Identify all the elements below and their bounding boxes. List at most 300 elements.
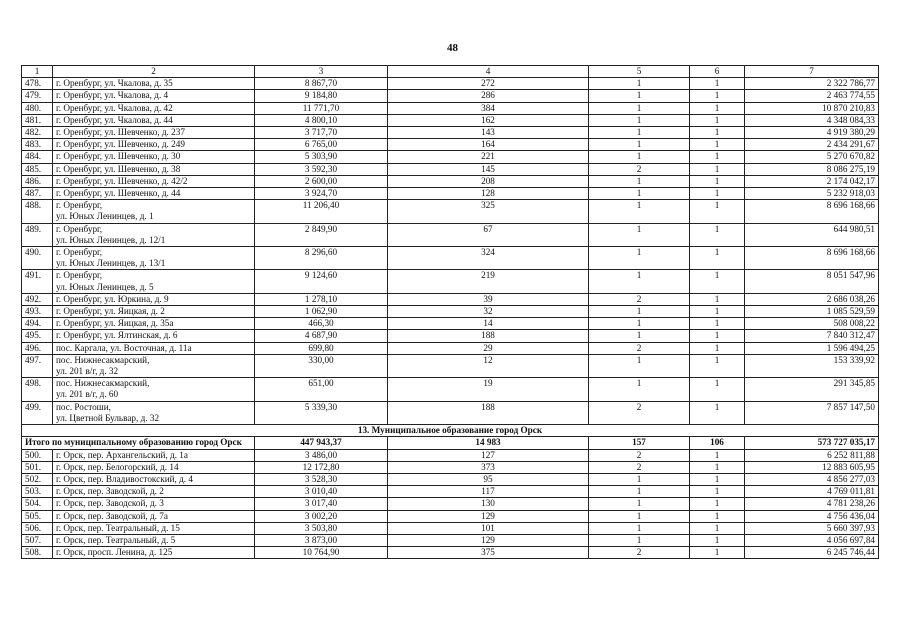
- address-cell: [53, 486, 255, 498]
- column-6-cell: 1: [690, 175, 745, 187]
- cost-cell: 6 252 811,88: [745, 449, 879, 461]
- residents-cell: 384: [388, 102, 589, 114]
- column-5-cell: 1: [589, 330, 690, 342]
- address-cell: [53, 127, 255, 139]
- address-line: г. Орск, пер. Театральный, д. 15: [56, 522, 180, 533]
- table-row: [22, 114, 879, 126]
- address-line: г. Оренбург, ул. Чкалова, д. 35: [56, 78, 173, 89]
- address-cell: [53, 401, 255, 424]
- cost-cell: 5 270 670,82: [745, 151, 879, 163]
- residents-cell: 19: [388, 378, 589, 401]
- column-header: 4: [388, 66, 589, 78]
- cost-cell: 644 980,51: [745, 223, 879, 246]
- column-5-cell: 1: [589, 188, 690, 200]
- row-number: 489.: [22, 223, 53, 246]
- total-label: Итого по муниципальному образованию город Орск: [22, 437, 255, 449]
- address-line: г. Оренбург, ул. Ялтинская, д. 6: [56, 330, 178, 341]
- area-cell: 9 124,60: [255, 270, 388, 293]
- area-cell: 3 017,40: [255, 498, 388, 510]
- column-6-cell: 1: [690, 547, 745, 559]
- table-row: [22, 247, 879, 270]
- column-6-cell: 1: [690, 78, 745, 90]
- column-6-cell: 1: [690, 102, 745, 114]
- area-cell: 2 849,90: [255, 223, 388, 246]
- row-number: 505.: [22, 510, 53, 522]
- residents-cell: 219: [388, 270, 589, 293]
- column-5-cell: 1: [589, 498, 690, 510]
- residents-cell: 221: [388, 151, 589, 163]
- address-line: ул. Юных Ленинцев, д. 13/1: [56, 258, 166, 269]
- area-cell: 3 503,80: [255, 522, 388, 534]
- address-line: ул. Юных Ленинцев, д. 12/1: [56, 234, 166, 245]
- address-line: г. Оренбург,: [56, 200, 103, 211]
- address-cell: [53, 330, 255, 342]
- row-number: 492.: [22, 293, 53, 305]
- row-number: 479.: [22, 90, 53, 102]
- address-line: ул. 201 в/г, д. 60: [56, 389, 119, 400]
- address-cell: [53, 498, 255, 510]
- table-row: [22, 486, 879, 498]
- area-cell: 3 528,30: [255, 473, 388, 485]
- row-number: 508.: [22, 547, 53, 559]
- cost-cell: 12 883 605,95: [745, 461, 879, 473]
- address-line: г. Оренбург, ул. Шевченко, д. 30: [56, 151, 181, 162]
- residents-cell: 14: [388, 318, 589, 330]
- table-row: [22, 354, 879, 377]
- area-cell: 330,00: [255, 354, 388, 377]
- column-5-cell: 1: [589, 139, 690, 151]
- residents-cell: 324: [388, 247, 589, 270]
- total-row: [22, 437, 879, 449]
- column-5-cell: 2: [589, 449, 690, 461]
- column-6-cell: 1: [690, 151, 745, 163]
- row-number: 488.: [22, 200, 53, 223]
- residents-cell: 32: [388, 306, 589, 318]
- column-6-cell: 1: [690, 473, 745, 485]
- area-cell: 3 592,30: [255, 163, 388, 175]
- cost-cell: 4 781 238,26: [745, 498, 879, 510]
- row-number: 496.: [22, 342, 53, 354]
- row-number: 491.: [22, 270, 53, 293]
- column-6-cell: 1: [690, 449, 745, 461]
- cost-cell: 1 596 494,25: [745, 342, 879, 354]
- section-title: 13. Муниципальное образование город Орск: [22, 425, 879, 437]
- address-cell: [53, 318, 255, 330]
- address-cell: [53, 139, 255, 151]
- column-5-cell: 1: [589, 378, 690, 401]
- address-cell: [53, 247, 255, 270]
- table-row: [22, 306, 879, 318]
- address-line: ул. Юных Ленинцев, д. 5: [56, 281, 154, 292]
- row-number: 500.: [22, 449, 53, 461]
- cost-cell: 153 339,92: [745, 354, 879, 377]
- address-line: г. Орск, пер. Театральный, д. 5: [56, 534, 176, 545]
- row-number: 480.: [22, 102, 53, 114]
- column-5-cell: 1: [589, 151, 690, 163]
- column-6-cell: 1: [690, 200, 745, 223]
- column-5-cell: 2: [589, 547, 690, 559]
- residents-cell: 375: [388, 547, 589, 559]
- row-number: 487.: [22, 188, 53, 200]
- area-cell: 11 771,70: [255, 102, 388, 114]
- area-cell: 9 184,80: [255, 90, 388, 102]
- column-5-cell: 1: [589, 114, 690, 126]
- address-line: г. Оренбург, ул. Шевченко, д. 44: [56, 188, 181, 199]
- address-cell: [53, 534, 255, 546]
- area-cell: 3 924,70: [255, 188, 388, 200]
- total-area: 447 943,37: [255, 437, 388, 449]
- column-header: 1: [22, 66, 53, 78]
- column-header: 3: [255, 66, 388, 78]
- cost-cell: 2 686 038,26: [745, 293, 879, 305]
- table-row: [22, 90, 879, 102]
- residents-cell: 129: [388, 510, 589, 522]
- residents-cell: 117: [388, 486, 589, 498]
- column-5-cell: 1: [589, 522, 690, 534]
- residents-cell: 325: [388, 200, 589, 223]
- cost-cell: 4 056 697,84: [745, 534, 879, 546]
- row-number: 493.: [22, 306, 53, 318]
- area-cell: 699,80: [255, 342, 388, 354]
- column-5-cell: 1: [589, 534, 690, 546]
- area-cell: 3 010,40: [255, 486, 388, 498]
- row-number: 483.: [22, 139, 53, 151]
- column-5-cell: 2: [589, 163, 690, 175]
- address-line: г. Оренбург, ул. Чкалова, д. 44: [56, 114, 173, 125]
- cost-cell: 8 086 275,19: [745, 163, 879, 175]
- table-row: [22, 498, 879, 510]
- table-row: [22, 318, 879, 330]
- column-header-row: [22, 66, 879, 78]
- address-line: ул. Цветной Бульвар, д. 32: [56, 412, 160, 423]
- row-number: 486.: [22, 175, 53, 187]
- address-line: г. Орск, пер. Владивостокский, д. 4: [56, 473, 193, 484]
- address-line: пос. Нижнесакмарский,: [56, 378, 150, 389]
- address-line: г. Орск, пер. Заводской, д. 7а: [56, 510, 168, 521]
- address-cell: [53, 473, 255, 485]
- address-cell: [53, 223, 255, 246]
- cost-cell: 4 348 084,33: [745, 114, 879, 126]
- column-6-cell: 1: [690, 90, 745, 102]
- area-cell: 3 002,20: [255, 510, 388, 522]
- address-line: г. Оренбург, ул. Яицкая, д. 2: [56, 306, 165, 317]
- table-row: [22, 163, 879, 175]
- column-6-cell: 1: [690, 163, 745, 175]
- total-column-6: 106: [690, 437, 745, 449]
- address-cell: [53, 78, 255, 90]
- row-number: 478.: [22, 78, 53, 90]
- table-row: [22, 270, 879, 293]
- address-cell: [53, 522, 255, 534]
- area-cell: 8 867,70: [255, 78, 388, 90]
- address-cell: [53, 188, 255, 200]
- address-cell: [53, 306, 255, 318]
- column-6-cell: 1: [690, 114, 745, 126]
- column-6-cell: 1: [690, 247, 745, 270]
- column-header: 6: [690, 66, 745, 78]
- column-header: 5: [589, 66, 690, 78]
- area-cell: 1 062,90: [255, 306, 388, 318]
- residents-cell: 164: [388, 139, 589, 151]
- column-6-cell: 1: [690, 486, 745, 498]
- address-line: ул. Юных Ленинцев, д. 1: [56, 211, 154, 222]
- table-row: [22, 139, 879, 151]
- column-header: 2: [53, 66, 255, 78]
- address-cell: [53, 461, 255, 473]
- column-6-cell: 1: [690, 510, 745, 522]
- row-number: 504.: [22, 498, 53, 510]
- column-6-cell: 1: [690, 306, 745, 318]
- row-number: 485.: [22, 163, 53, 175]
- table-row: [22, 449, 879, 461]
- area-cell: 8 296,60: [255, 247, 388, 270]
- residents-cell: 373: [388, 461, 589, 473]
- address-line: г. Оренбург,: [56, 223, 103, 234]
- address-line: г. Оренбург, ул. Чкалова, д. 4: [56, 90, 169, 101]
- area-cell: 2 600,00: [255, 175, 388, 187]
- address-cell: [53, 293, 255, 305]
- residents-cell: 39: [388, 293, 589, 305]
- residents-cell: 272: [388, 78, 589, 90]
- residents-cell: 101: [388, 522, 589, 534]
- table-row: [22, 127, 879, 139]
- address-line: г. Оренбург, ул. Шевченко, д. 249: [56, 139, 185, 150]
- residents-cell: 145: [388, 163, 589, 175]
- residents-cell: 29: [388, 342, 589, 354]
- row-number: 497.: [22, 354, 53, 377]
- address-cell: [53, 270, 255, 293]
- column-5-cell: 1: [589, 102, 690, 114]
- residents-cell: 188: [388, 401, 589, 424]
- area-cell: 5 339,30: [255, 401, 388, 424]
- address-cell: [53, 378, 255, 401]
- cost-cell: 1 085 529,59: [745, 306, 879, 318]
- address-line: пос. Нижнесакмарский,: [56, 354, 150, 365]
- cost-cell: 2 434 291,67: [745, 139, 879, 151]
- table-row: [22, 401, 879, 424]
- residents-cell: 188: [388, 330, 589, 342]
- column-5-cell: 2: [589, 401, 690, 424]
- area-cell: 6 765,00: [255, 139, 388, 151]
- column-header: 7: [745, 66, 879, 78]
- address-cell: [53, 90, 255, 102]
- cost-cell: 5 232 918,03: [745, 188, 879, 200]
- address-cell: [53, 114, 255, 126]
- total-column-5: 157: [589, 437, 690, 449]
- column-5-cell: 1: [589, 200, 690, 223]
- row-number: 507.: [22, 534, 53, 546]
- cost-cell: 291 345,85: [745, 378, 879, 401]
- column-6-cell: 1: [690, 401, 745, 424]
- residents-cell: 208: [388, 175, 589, 187]
- address-line: г. Орск, просп. Ленина, д. 125: [56, 547, 173, 558]
- cost-cell: 2 463 774,55: [745, 90, 879, 102]
- column-5-cell: 1: [589, 175, 690, 187]
- area-cell: 3 717,70: [255, 127, 388, 139]
- table-row: [22, 510, 879, 522]
- column-6-cell: 1: [690, 139, 745, 151]
- area-cell: 5 303,90: [255, 151, 388, 163]
- column-6-cell: 1: [690, 534, 745, 546]
- address-cell: [53, 163, 255, 175]
- column-5-cell: 1: [589, 486, 690, 498]
- table-row: [22, 461, 879, 473]
- column-5-cell: 1: [589, 318, 690, 330]
- section-heading-row: [22, 425, 879, 437]
- table-row: [22, 223, 879, 246]
- cost-cell: 2 174 042,17: [745, 175, 879, 187]
- area-cell: 4 687,90: [255, 330, 388, 342]
- table-row: [22, 378, 879, 401]
- address-cell: [53, 547, 255, 559]
- cost-cell: 8 696 168,66: [745, 247, 879, 270]
- column-5-cell: 1: [589, 90, 690, 102]
- cost-cell: 7 840 312,47: [745, 330, 879, 342]
- row-number: 506.: [22, 522, 53, 534]
- cost-cell: 7 857 147,50: [745, 401, 879, 424]
- address-cell: [53, 449, 255, 461]
- table-row: [22, 78, 879, 90]
- column-6-cell: 1: [690, 127, 745, 139]
- row-number: 498.: [22, 378, 53, 401]
- residents-cell: 127: [388, 449, 589, 461]
- column-5-cell: 2: [589, 293, 690, 305]
- area-cell: 466,30: [255, 318, 388, 330]
- table-row: [22, 188, 879, 200]
- column-6-cell: 1: [690, 354, 745, 377]
- total-residents: 14 983: [388, 437, 589, 449]
- table-row: [22, 522, 879, 534]
- residents-cell: 67: [388, 223, 589, 246]
- address-line: г. Орск, пер. Заводской, д. 2: [56, 486, 164, 497]
- column-6-cell: 1: [690, 330, 745, 342]
- area-cell: 11 206,40: [255, 200, 388, 223]
- cost-cell: 4 856 277,03: [745, 473, 879, 485]
- cost-cell: 4 769 011,81: [745, 486, 879, 498]
- table-row: [22, 200, 879, 223]
- address-line: г. Оренбург, ул. Шевченко, д. 237: [56, 127, 185, 138]
- area-cell: 651,00: [255, 378, 388, 401]
- column-5-cell: 1: [589, 270, 690, 293]
- column-5-cell: 1: [589, 306, 690, 318]
- column-5-cell: 1: [589, 223, 690, 246]
- row-number: 499.: [22, 401, 53, 424]
- column-5-cell: 2: [589, 461, 690, 473]
- address-line: г. Оренбург,: [56, 270, 103, 281]
- column-6-cell: 1: [690, 293, 745, 305]
- row-number: 481.: [22, 114, 53, 126]
- table-row: [22, 330, 879, 342]
- column-5-cell: 2: [589, 342, 690, 354]
- address-cell: [53, 342, 255, 354]
- column-6-cell: 1: [690, 188, 745, 200]
- address-line: г. Оренбург, ул. Шевченко, д. 42/2: [56, 175, 188, 186]
- residents-cell: 128: [388, 188, 589, 200]
- column-6-cell: 1: [690, 342, 745, 354]
- address-line: ул. 201 в/г, д. 32: [56, 366, 119, 377]
- column-6-cell: 1: [690, 522, 745, 534]
- row-number: 501.: [22, 461, 53, 473]
- column-5-cell: 1: [589, 473, 690, 485]
- address-cell: [53, 510, 255, 522]
- area-cell: 3 486,00: [255, 449, 388, 461]
- cost-cell: 8 696 168,66: [745, 200, 879, 223]
- registry-table: [21, 65, 879, 559]
- table-row: [22, 547, 879, 559]
- area-cell: 1 278,10: [255, 293, 388, 305]
- column-5-cell: 1: [589, 127, 690, 139]
- row-number: 495.: [22, 330, 53, 342]
- residents-cell: 130: [388, 498, 589, 510]
- address-cell: [53, 102, 255, 114]
- residents-cell: 129: [388, 534, 589, 546]
- cost-cell: 4 756 436,04: [745, 510, 879, 522]
- column-6-cell: 1: [690, 318, 745, 330]
- table-row: [22, 534, 879, 546]
- address-cell: [53, 354, 255, 377]
- row-number: 490.: [22, 247, 53, 270]
- area-cell: 10 764,90: [255, 547, 388, 559]
- cost-cell: 6 245 746,44: [745, 547, 879, 559]
- cost-cell: 8 051 547,96: [745, 270, 879, 293]
- column-5-cell: 1: [589, 247, 690, 270]
- area-cell: 3 873,00: [255, 534, 388, 546]
- column-5-cell: 1: [589, 78, 690, 90]
- column-6-cell: 1: [690, 270, 745, 293]
- column-5-cell: 1: [589, 510, 690, 522]
- cost-cell: 10 870 210,83: [745, 102, 879, 114]
- column-6-cell: 1: [690, 378, 745, 401]
- address-line: г. Оренбург, ул. Чкалова, д. 42: [56, 102, 173, 113]
- column-6-cell: 1: [690, 498, 745, 510]
- cost-cell: 2 322 786,77: [745, 78, 879, 90]
- residents-cell: 162: [388, 114, 589, 126]
- row-number: 484.: [22, 151, 53, 163]
- column-6-cell: 1: [690, 223, 745, 246]
- address-line: пос. Каргала, ул. Восточная, д. 11а: [56, 342, 192, 353]
- table-row: [22, 151, 879, 163]
- column-5-cell: 1: [589, 354, 690, 377]
- address-line: г. Орск, пер. Заводской, д. 3: [56, 498, 164, 509]
- table-row: [22, 175, 879, 187]
- address-line: г. Оренбург, ул. Шевченко, д. 38: [56, 163, 181, 174]
- address-line: г. Оренбург, ул. Яицкая, д. 35а: [56, 318, 174, 329]
- residents-cell: 286: [388, 90, 589, 102]
- table-row: [22, 102, 879, 114]
- address-cell: [53, 175, 255, 187]
- row-number: 503.: [22, 486, 53, 498]
- area-cell: 4 800,10: [255, 114, 388, 126]
- cost-cell: 508 008,22: [745, 318, 879, 330]
- residents-cell: 95: [388, 473, 589, 485]
- column-6-cell: 1: [690, 461, 745, 473]
- row-number: 502.: [22, 473, 53, 485]
- address-line: г. Орск, пер. Белогорский, д. 14: [56, 461, 179, 472]
- total-cost: 573 727 035,17: [745, 437, 879, 449]
- cost-cell: 5 660 397,93: [745, 522, 879, 534]
- row-number: 482.: [22, 127, 53, 139]
- address-line: г. Оренбург, ул. Юркина, д. 9: [56, 293, 169, 304]
- address-line: пос. Ростоши,: [56, 401, 111, 412]
- table-row: [22, 293, 879, 305]
- address-cell: [53, 151, 255, 163]
- page-number: 48: [447, 42, 458, 54]
- residents-cell: 12: [388, 354, 589, 377]
- area-cell: 12 172,80: [255, 461, 388, 473]
- table-row: [22, 342, 879, 354]
- cost-cell: 4 919 380,29: [745, 127, 879, 139]
- residents-cell: 143: [388, 127, 589, 139]
